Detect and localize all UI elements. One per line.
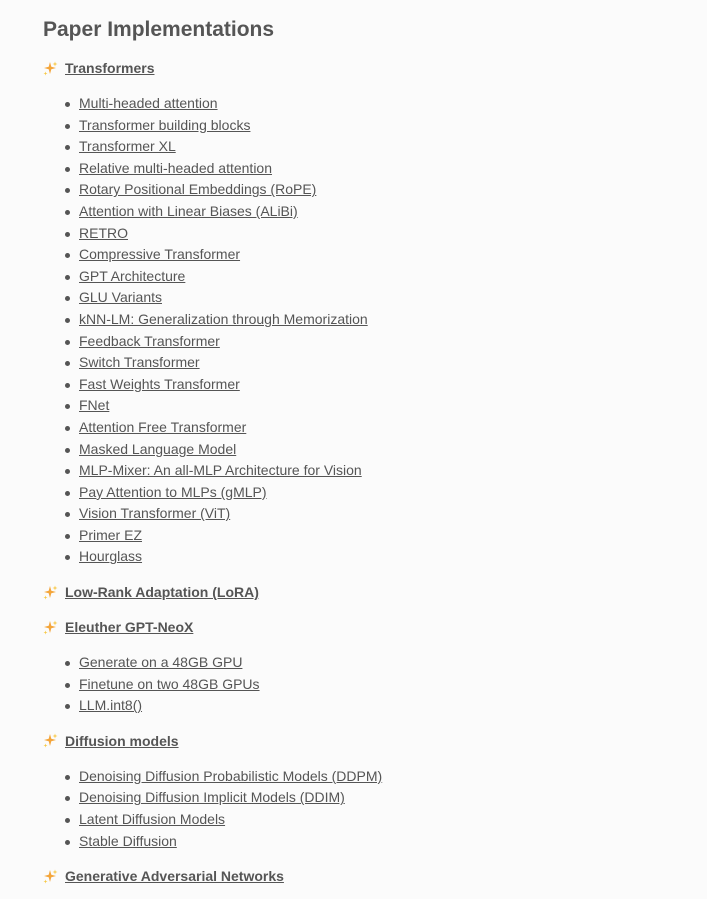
sparkle-icon xyxy=(43,620,58,635)
list-item xyxy=(43,223,687,245)
list-item xyxy=(43,417,687,439)
list-item xyxy=(43,482,687,504)
section-link-gan[interactable]: Generative Adversarial Networks xyxy=(65,868,284,885)
list-item xyxy=(43,374,687,396)
list-item xyxy=(43,787,687,809)
list-item xyxy=(43,136,687,158)
diffusion-list xyxy=(43,766,687,852)
item-link[interactable]: Feedback Transformer xyxy=(79,332,220,349)
list-item xyxy=(43,179,687,201)
section-heading xyxy=(43,866,687,886)
list-item xyxy=(43,331,687,353)
gpt-neox-list xyxy=(43,652,687,717)
sparkle-icon xyxy=(43,869,58,884)
list-item xyxy=(43,525,687,547)
list-item xyxy=(43,115,687,137)
item-link[interactable]: Transformer XL xyxy=(79,138,176,155)
item-link[interactable]: Denoising Diffusion Implicit Models (DDIM) xyxy=(79,789,345,806)
list-item xyxy=(43,695,687,717)
section-gan xyxy=(43,866,687,886)
list-item xyxy=(43,287,687,309)
item-link[interactable]: Fast Weights Transformer xyxy=(79,375,240,392)
section-transformers xyxy=(43,58,687,568)
item-link[interactable]: Relative multi-headed attention xyxy=(79,159,273,176)
section-gpt-neox xyxy=(43,617,687,717)
page-content xyxy=(43,16,687,886)
item-link[interactable]: Generate on a 48GB GPU xyxy=(79,654,243,671)
item-link[interactable]: LLM.int8() xyxy=(79,697,143,714)
list-item xyxy=(43,158,687,180)
item-link[interactable]: Attention Free Transformer xyxy=(79,418,247,435)
item-link[interactable]: Vision Transformer (ViT) xyxy=(79,505,231,522)
list-item xyxy=(43,546,687,568)
item-link[interactable]: Denoising Diffusion Probabilistic Models (DDPM) xyxy=(79,767,383,784)
item-link[interactable]: MLP-Mixer: An all-MLP Architecture for Vision xyxy=(79,462,362,479)
section-diffusion xyxy=(43,731,687,852)
list-item xyxy=(43,309,687,331)
section-heading xyxy=(43,582,687,602)
item-link[interactable]: RETRO xyxy=(79,224,128,241)
item-link[interactable]: Transformer building blocks xyxy=(79,116,251,133)
list-item xyxy=(43,244,687,266)
item-link[interactable]: Finetune on two 48GB GPUs xyxy=(79,675,260,692)
list-item xyxy=(43,93,687,115)
list-item xyxy=(43,266,687,288)
section-link-lora[interactable]: Low-Rank Adaptation (LoRA) xyxy=(65,584,259,601)
list-item xyxy=(43,674,687,696)
item-link[interactable]: GPT Architecture xyxy=(79,267,186,284)
transformers-list xyxy=(43,93,687,568)
sparkle-icon xyxy=(43,585,58,600)
list-item xyxy=(43,831,687,853)
item-link[interactable]: Compressive Transformer xyxy=(79,246,241,263)
section-heading xyxy=(43,731,687,751)
page-title: Paper Implementations xyxy=(43,18,275,41)
list-item xyxy=(43,395,687,417)
list-item xyxy=(43,503,687,525)
section-lora xyxy=(43,582,687,602)
list-item xyxy=(43,201,687,223)
list-item xyxy=(43,652,687,674)
sparkle-icon xyxy=(43,733,58,748)
item-link[interactable]: Latent Diffusion Models xyxy=(79,811,226,828)
list-item xyxy=(43,766,687,788)
section-link-diffusion[interactable]: Diffusion models xyxy=(65,732,179,749)
section-heading xyxy=(43,617,687,637)
item-link[interactable]: Pay Attention to MLPs (gMLP) xyxy=(79,483,267,500)
item-link[interactable]: Stable Diffusion xyxy=(79,832,177,849)
item-link[interactable]: Attention with Linear Biases (ALiBi) xyxy=(79,202,298,219)
item-link[interactable]: GLU Variants xyxy=(79,289,162,306)
item-link[interactable]: Switch Transformer xyxy=(79,354,200,371)
item-link[interactable]: kNN-LM: Generalization through Memorization xyxy=(79,310,368,327)
item-link[interactable]: Hourglass xyxy=(79,548,143,565)
item-link[interactable]: Rotary Positional Embeddings (RoPE) xyxy=(79,181,317,198)
sparkle-icon xyxy=(43,61,58,76)
list-item xyxy=(43,809,687,831)
list-item xyxy=(43,439,687,461)
section-link-transformers[interactable]: Transformers xyxy=(65,60,155,76)
section-link-gpt-neox[interactable]: Eleuther GPT-NeoX xyxy=(65,619,194,636)
item-link[interactable]: Primer EZ xyxy=(79,526,142,543)
section-heading xyxy=(43,58,687,78)
item-link[interactable]: FNet xyxy=(79,397,110,414)
list-item xyxy=(43,460,687,482)
item-link[interactable]: Masked Language Model xyxy=(79,440,237,457)
item-link[interactable]: Multi-headed attention xyxy=(79,95,218,111)
list-item xyxy=(43,352,687,374)
